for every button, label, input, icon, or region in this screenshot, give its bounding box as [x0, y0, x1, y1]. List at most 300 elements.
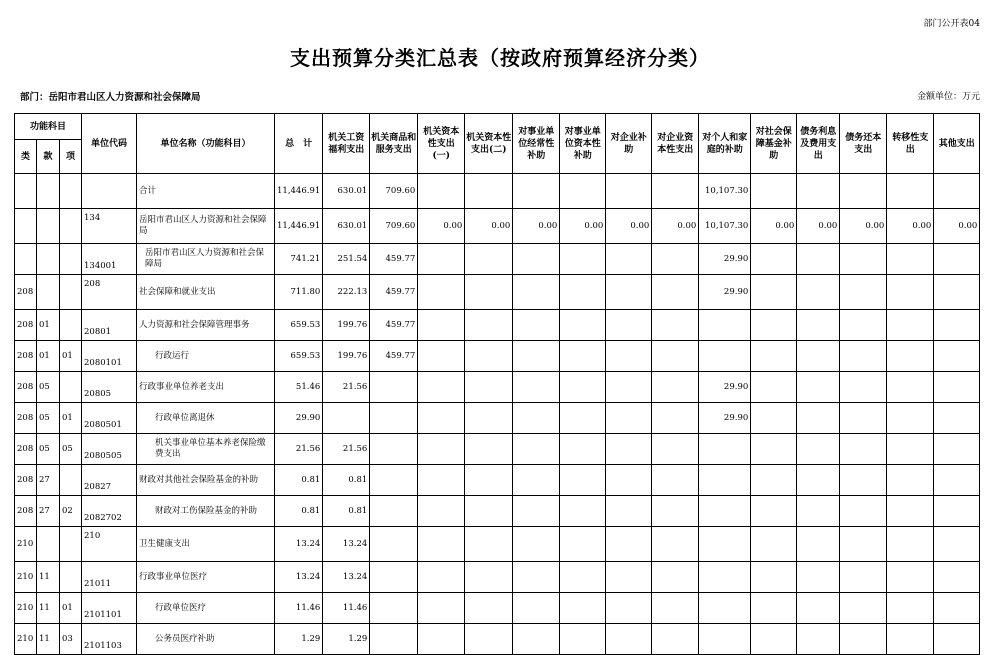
cell-c1: 251.54	[323, 244, 370, 275]
cell-c4	[465, 174, 513, 209]
cell-c6	[560, 244, 606, 275]
cell-c10	[751, 593, 797, 624]
cell-c11	[797, 496, 840, 527]
cell-c10	[751, 624, 797, 655]
unit-label: 金额单位：万元	[916, 92, 980, 102]
cell-lei	[15, 209, 37, 244]
cell-name: 财政对其他社会保险基金的补助	[137, 465, 275, 496]
cell-kuan: 11	[37, 562, 60, 593]
cell-c10	[751, 562, 797, 593]
cell-code: 134	[82, 209, 137, 244]
cell-total: 11.46	[275, 593, 323, 624]
cell-c4	[465, 465, 513, 496]
cell-c11	[797, 310, 840, 341]
table-row	[15, 527, 980, 562]
cell-code	[82, 174, 137, 209]
cell-c13	[887, 372, 934, 403]
cell-c2	[370, 562, 418, 593]
cell-c14	[934, 624, 980, 655]
header-c13: 转移性支出	[887, 114, 934, 174]
cell-c4	[465, 527, 513, 562]
cell-c14	[934, 434, 980, 465]
header-c14: 其他支出	[934, 114, 980, 174]
cell-c7	[606, 562, 652, 593]
cell-c14	[934, 341, 980, 372]
cell-kuan: 01	[37, 341, 60, 372]
cell-xiang: 05	[60, 434, 82, 465]
cell-c6	[560, 593, 606, 624]
table-row	[15, 310, 980, 341]
cell-c12	[840, 174, 887, 209]
cell-c9	[699, 465, 751, 496]
cell-c7	[606, 275, 652, 310]
cell-lei: 210	[15, 562, 37, 593]
cell-code: 208	[82, 275, 137, 310]
cell-total: 13.24	[275, 562, 323, 593]
cell-name: 行政事业单位养老支出	[137, 372, 275, 403]
cell-c7	[606, 593, 652, 624]
cell-name: 行政事业单位医疗	[137, 562, 275, 593]
cell-c3	[418, 624, 465, 655]
cell-c1: 13.24	[323, 562, 370, 593]
cell-lei: 208	[15, 310, 37, 341]
cell-kuan	[37, 174, 60, 209]
cell-c1: 13.24	[323, 527, 370, 562]
cell-name: 岳阳市君山区人力资源和社会保障局	[137, 244, 275, 275]
cell-c2	[370, 624, 418, 655]
cell-c5: 0.00	[513, 209, 560, 244]
cell-c4	[465, 341, 513, 372]
cell-c6: 0.00	[560, 209, 606, 244]
table-row	[15, 562, 980, 593]
table-row	[15, 593, 980, 624]
cell-c3	[418, 174, 465, 209]
cell-c2	[370, 496, 418, 527]
cell-c11: 0.00	[797, 209, 840, 244]
cell-c3	[418, 434, 465, 465]
cell-c8	[652, 465, 699, 496]
cell-c9	[699, 593, 751, 624]
cell-c3	[418, 562, 465, 593]
header-name: 单位名称（功能科目）	[137, 114, 275, 174]
cell-kuan: 27	[37, 465, 60, 496]
page-title: 支出预算分类汇总表（按政府预算经济分类）	[290, 46, 710, 70]
header-c5: 对事业单位经常性补助	[513, 114, 560, 174]
cell-name: 财政对工伤保险基金的补助	[137, 496, 275, 527]
cell-c14	[934, 372, 980, 403]
cell-kuan: 05	[37, 434, 60, 465]
cell-lei: 208	[15, 341, 37, 372]
cell-kuan: 11	[37, 624, 60, 655]
header-c6: 对事业单位资本性补助	[560, 114, 606, 174]
cell-total: 21.56	[275, 434, 323, 465]
table-row	[15, 434, 980, 465]
cell-c7	[606, 341, 652, 372]
cell-c3	[418, 310, 465, 341]
cell-code: 2082702	[82, 496, 137, 527]
cell-c13	[887, 562, 934, 593]
cell-c14	[934, 403, 980, 434]
cell-c12	[840, 244, 887, 275]
cell-xiang	[60, 372, 82, 403]
cell-c8	[652, 341, 699, 372]
cell-c9: 10,107.30	[699, 209, 751, 244]
cell-xiang	[60, 209, 82, 244]
cell-kuan	[37, 209, 60, 244]
cell-c12	[840, 341, 887, 372]
cell-lei: 208	[15, 372, 37, 403]
cell-c1: 199.76	[323, 341, 370, 372]
cell-total: 1.29	[275, 624, 323, 655]
cell-name: 行政单位医疗	[137, 593, 275, 624]
cell-lei: 210	[15, 527, 37, 562]
header-total: 总 计	[275, 114, 323, 174]
cell-kuan	[37, 244, 60, 275]
cell-c3	[418, 527, 465, 562]
cell-c10	[751, 244, 797, 275]
department-label: 部门：岳阳市君山区人力资源和社会保障局	[20, 92, 201, 103]
cell-c8	[652, 310, 699, 341]
cell-code: 20801	[82, 310, 137, 341]
cell-c12	[840, 275, 887, 310]
cell-code: 2101101	[82, 593, 137, 624]
cell-kuan: 27	[37, 496, 60, 527]
cell-c3	[418, 593, 465, 624]
cell-c6	[560, 562, 606, 593]
table-row	[15, 372, 980, 403]
cell-c12	[840, 593, 887, 624]
cell-c10: 0.00	[751, 209, 797, 244]
cell-xiang: 01	[60, 341, 82, 372]
cell-c3	[418, 496, 465, 527]
cell-c9	[699, 310, 751, 341]
cell-xiang: 03	[60, 624, 82, 655]
cell-c13	[887, 275, 934, 310]
cell-c4	[465, 372, 513, 403]
cell-c8	[652, 527, 699, 562]
cell-total: 11,446.91	[275, 209, 323, 244]
cell-lei	[15, 244, 37, 275]
cell-c14	[934, 244, 980, 275]
cell-total: 11,446.91	[275, 174, 323, 209]
cell-c12	[840, 465, 887, 496]
cell-c6	[560, 434, 606, 465]
cell-c7	[606, 465, 652, 496]
cell-c11	[797, 593, 840, 624]
cell-c12	[840, 372, 887, 403]
cell-c9	[699, 527, 751, 562]
cell-xiang: 02	[60, 496, 82, 527]
header-c10: 对社会保障基金补助	[751, 114, 797, 174]
cell-total: 51.46	[275, 372, 323, 403]
cell-c14	[934, 593, 980, 624]
cell-c8	[652, 434, 699, 465]
cell-c11	[797, 465, 840, 496]
cell-c7	[606, 403, 652, 434]
cell-c9: 29.90	[699, 372, 751, 403]
header-c9: 对个人和家庭的补助	[699, 114, 751, 174]
cell-c14: 0.00	[934, 209, 980, 244]
cell-c10	[751, 496, 797, 527]
cell-lei: 208	[15, 465, 37, 496]
table-row	[15, 496, 980, 527]
cell-c10	[751, 434, 797, 465]
cell-total: 659.53	[275, 341, 323, 372]
cell-c12	[840, 496, 887, 527]
table-row	[15, 403, 980, 434]
cell-c7	[606, 372, 652, 403]
cell-c7	[606, 310, 652, 341]
cell-c4	[465, 244, 513, 275]
cell-name: 人力资源和社会保障管理事务	[137, 310, 275, 341]
cell-c12	[840, 624, 887, 655]
table-row	[15, 465, 980, 496]
cell-code: 134001	[82, 244, 137, 275]
cell-c5	[513, 372, 560, 403]
cell-c6	[560, 372, 606, 403]
header-c2: 机关商品和服务支出	[370, 114, 418, 174]
cell-c4	[465, 434, 513, 465]
header-c1: 机关工资福利支出	[323, 114, 370, 174]
cell-c1: 630.01	[323, 174, 370, 209]
cell-c9: 10,107.30	[699, 174, 751, 209]
cell-c8	[652, 372, 699, 403]
table-row	[15, 275, 980, 310]
cell-lei: 208	[15, 403, 37, 434]
cell-name: 社会保障和就业支出	[137, 275, 275, 310]
cell-c3: 0.00	[418, 209, 465, 244]
cell-c1: 222.13	[323, 275, 370, 310]
cell-c2	[370, 527, 418, 562]
table-row	[15, 209, 980, 244]
cell-c14	[934, 174, 980, 209]
cell-c10	[751, 465, 797, 496]
cell-c10	[751, 372, 797, 403]
cell-c4	[465, 403, 513, 434]
cell-name: 岳阳市君山区人力资源和社会保障局	[137, 209, 275, 244]
cell-c5	[513, 465, 560, 496]
cell-c10	[751, 527, 797, 562]
cell-c7	[606, 244, 652, 275]
cell-c11	[797, 174, 840, 209]
cell-c10	[751, 174, 797, 209]
cell-c4	[465, 624, 513, 655]
cell-kuan	[37, 527, 60, 562]
cell-code: 2080101	[82, 341, 137, 372]
cell-c5	[513, 496, 560, 527]
cell-c13	[887, 527, 934, 562]
header-kuan: 款	[37, 140, 60, 174]
cell-c4: 0.00	[465, 209, 513, 244]
cell-c13	[887, 403, 934, 434]
cell-c2	[370, 372, 418, 403]
cell-c5	[513, 527, 560, 562]
cell-c4	[465, 275, 513, 310]
cell-c1: 11.46	[323, 593, 370, 624]
cell-name: 机关事业单位基本养老保险缴费支出	[137, 434, 275, 465]
cell-c4	[465, 593, 513, 624]
cell-c12	[840, 527, 887, 562]
cell-c8	[652, 496, 699, 527]
cell-c5	[513, 341, 560, 372]
cell-c8	[652, 624, 699, 655]
cell-c7	[606, 527, 652, 562]
table-row	[15, 341, 980, 372]
cell-c12	[840, 310, 887, 341]
cell-code: 21011	[82, 562, 137, 593]
header-code: 单位代码	[82, 114, 137, 174]
cell-c5	[513, 275, 560, 310]
cell-total: 29.90	[275, 403, 323, 434]
cell-c12	[840, 403, 887, 434]
cell-total: 711.80	[275, 275, 323, 310]
cell-c5	[513, 434, 560, 465]
cell-total: 659.53	[275, 310, 323, 341]
cell-c11	[797, 624, 840, 655]
cell-c9	[699, 496, 751, 527]
cell-code: 2080501	[82, 403, 137, 434]
cell-c13	[887, 593, 934, 624]
cell-c7	[606, 496, 652, 527]
cell-lei	[15, 174, 37, 209]
cell-code: 210	[82, 527, 137, 562]
expenditure-table	[14, 113, 980, 655]
cell-c11	[797, 244, 840, 275]
cell-c2	[370, 465, 418, 496]
cell-xiang	[60, 527, 82, 562]
table-row	[15, 624, 980, 655]
cell-c14	[934, 527, 980, 562]
cell-c13	[887, 465, 934, 496]
cell-c13	[887, 310, 934, 341]
cell-c6	[560, 624, 606, 655]
cell-c3	[418, 275, 465, 310]
cell-c11	[797, 403, 840, 434]
cell-c13: 0.00	[887, 209, 934, 244]
cell-c8: 0.00	[652, 209, 699, 244]
cell-xiang	[60, 275, 82, 310]
cell-c5	[513, 174, 560, 209]
cell-c2: 459.77	[370, 341, 418, 372]
cell-c13	[887, 341, 934, 372]
cell-kuan: 11	[37, 593, 60, 624]
cell-xiang	[60, 465, 82, 496]
cell-c1: 0.81	[323, 465, 370, 496]
cell-c6	[560, 465, 606, 496]
cell-c9: 29.90	[699, 275, 751, 310]
cell-c14	[934, 562, 980, 593]
cell-c14	[934, 275, 980, 310]
cell-kuan	[37, 275, 60, 310]
cell-lei: 208	[15, 434, 37, 465]
cell-c3	[418, 341, 465, 372]
cell-c10	[751, 310, 797, 341]
cell-c6	[560, 403, 606, 434]
cell-c9	[699, 624, 751, 655]
cell-c9: 29.90	[699, 244, 751, 275]
cell-c8	[652, 562, 699, 593]
table-number-label: 部门公开表04	[923, 19, 980, 29]
cell-name: 公务员医疗补助	[137, 624, 275, 655]
cell-c14	[934, 496, 980, 527]
cell-xiang: 01	[60, 593, 82, 624]
table-row	[15, 244, 980, 275]
header-lei: 类	[15, 140, 37, 174]
cell-code: 2101103	[82, 624, 137, 655]
cell-c6	[560, 174, 606, 209]
cell-c3	[418, 244, 465, 275]
cell-c7	[606, 624, 652, 655]
cell-c6	[560, 496, 606, 527]
cell-code: 20827	[82, 465, 137, 496]
cell-c1: 21.56	[323, 372, 370, 403]
cell-total: 741.21	[275, 244, 323, 275]
header-c11: 债务利息及费用支出	[797, 114, 840, 174]
cell-c1: 630.01	[323, 209, 370, 244]
cell-c12	[840, 562, 887, 593]
cell-c11	[797, 562, 840, 593]
cell-c1: 1.29	[323, 624, 370, 655]
cell-lei: 210	[15, 624, 37, 655]
cell-total: 0.81	[275, 496, 323, 527]
cell-c7	[606, 434, 652, 465]
cell-c11	[797, 275, 840, 310]
header-xiang: 项	[60, 140, 82, 174]
cell-c2: 459.77	[370, 244, 418, 275]
cell-name: 行政单位离退休	[137, 403, 275, 434]
cell-kuan: 05	[37, 372, 60, 403]
cell-c6	[560, 275, 606, 310]
cell-kuan: 01	[37, 310, 60, 341]
header-c4: 机关资本性支出(二)	[465, 114, 513, 174]
header-c12: 债务还本支出	[840, 114, 887, 174]
cell-c5	[513, 593, 560, 624]
cell-c1: 0.81	[323, 496, 370, 527]
cell-c6	[560, 310, 606, 341]
cell-c6	[560, 527, 606, 562]
cell-c1: 21.56	[323, 434, 370, 465]
cell-c5	[513, 624, 560, 655]
cell-c3	[418, 465, 465, 496]
cell-c2: 709.60	[370, 174, 418, 209]
cell-c13	[887, 174, 934, 209]
cell-c10	[751, 275, 797, 310]
cell-c10	[751, 341, 797, 372]
cell-c4	[465, 496, 513, 527]
cell-c9	[699, 341, 751, 372]
cell-c14	[934, 310, 980, 341]
cell-c12	[840, 434, 887, 465]
cell-c6	[560, 341, 606, 372]
cell-c8	[652, 403, 699, 434]
cell-c2: 709.60	[370, 209, 418, 244]
cell-c11	[797, 434, 840, 465]
cell-c1	[323, 403, 370, 434]
cell-code: 20805	[82, 372, 137, 403]
cell-name: 卫生健康支出	[137, 527, 275, 562]
cell-total: 13.24	[275, 527, 323, 562]
cell-xiang: 01	[60, 403, 82, 434]
header-c8: 对企业资本性支出	[652, 114, 699, 174]
cell-c8	[652, 174, 699, 209]
cell-c11	[797, 341, 840, 372]
cell-c5	[513, 310, 560, 341]
cell-c2: 459.77	[370, 310, 418, 341]
cell-c8	[652, 275, 699, 310]
cell-c8	[652, 593, 699, 624]
cell-c13	[887, 496, 934, 527]
cell-c13	[887, 244, 934, 275]
